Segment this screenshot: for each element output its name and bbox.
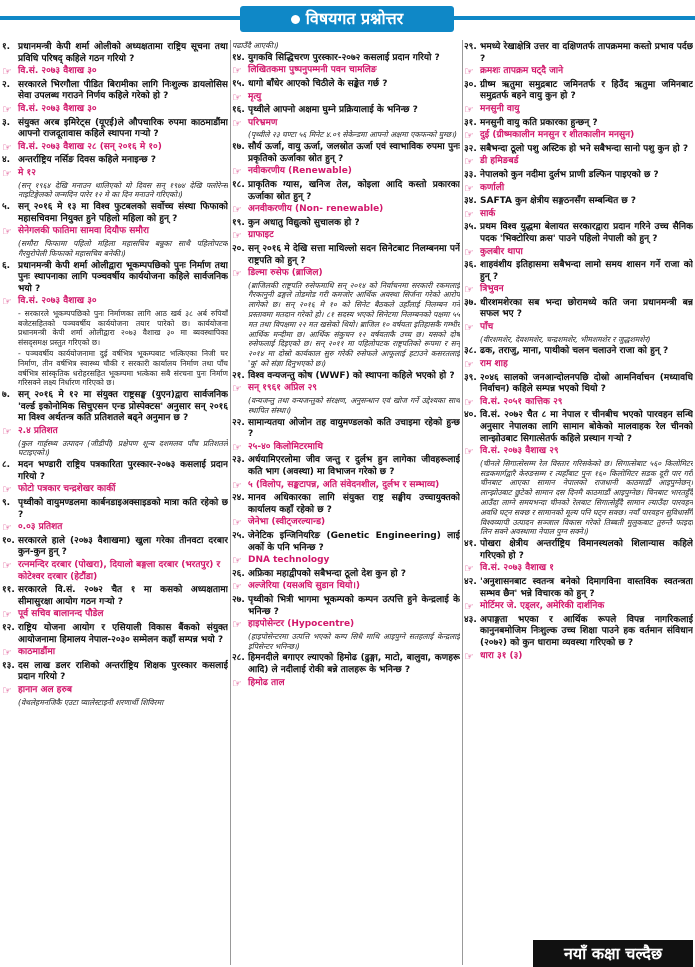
answer-arrow-icon: ☞ bbox=[464, 562, 474, 576]
question-text: मानव अधिकारका लागि संयुक्त राष्ट्र सङ्घीय उच्चायुक्तको कार्यालय कहाँ रहेको छ ? bbox=[248, 493, 460, 515]
answer-text: कर्णाली bbox=[480, 182, 505, 193]
answer-note: (वीरशमशेर, देवशमशेर, चन्द्रशमशेर, भीमशमशेर र जुद्धशमशेर) bbox=[480, 334, 651, 344]
answer-text: मृत्यु bbox=[248, 91, 262, 102]
question-item bbox=[2, 585, 228, 608]
answer-arrow-icon: ☞ bbox=[464, 283, 474, 297]
header-band bbox=[0, 0, 695, 38]
question-item bbox=[464, 298, 693, 321]
question-text: सन् २०१६ मे देखि सत्ता माथिल्लो सदन सिनेटबाट निलम्बनमा पर्ने राष्ट्रपति को हुन् ? bbox=[248, 243, 460, 266]
question-text: कुन अधातु विद्युत्को सुचालक हो ? bbox=[248, 217, 360, 228]
column-3 bbox=[464, 40, 693, 965]
section-title bbox=[240, 6, 454, 32]
column-2 bbox=[232, 40, 460, 965]
question-item bbox=[232, 455, 460, 478]
answer-arrow-icon: ☞ bbox=[232, 554, 242, 568]
question-number: ८. bbox=[2, 460, 11, 471]
answer-note: (पृथ्वीले २३ घण्टा ५६ मिनेट ४.०९ सेकेन्डमा आफ्नो अक्षमा एकफन्को घुम्छ।) bbox=[248, 130, 457, 140]
question-item bbox=[232, 53, 460, 65]
question-number: ४३. bbox=[464, 614, 477, 625]
question-number: २. bbox=[2, 79, 11, 90]
answer-arrow-icon: ☞ bbox=[2, 608, 12, 622]
answer-item bbox=[2, 685, 228, 697]
answer-item bbox=[232, 230, 460, 242]
question-number: ३०. bbox=[464, 79, 477, 90]
answer-item bbox=[464, 247, 693, 259]
question-text: पोखरा क्षेत्रीय अन्तर्राष्ट्रिय विमानस्थलको शिलान्यास कहिले गरिएको हो ? bbox=[480, 539, 693, 561]
answer-item bbox=[232, 204, 460, 216]
answer-item bbox=[2, 522, 228, 534]
answer-item bbox=[232, 678, 460, 690]
question-text: पृथ्वीको भित्री भागमा भूकम्पको कम्पन उत्पत्ति हुने केन्द्रलाई के भनिन्छ ? bbox=[248, 594, 460, 617]
question-item bbox=[2, 261, 228, 296]
answer-text: काठमाडौंमा bbox=[18, 647, 56, 658]
question-item bbox=[464, 373, 693, 396]
answer-item bbox=[464, 104, 693, 116]
answer-item bbox=[2, 647, 228, 659]
answer-item bbox=[2, 560, 228, 583]
section-title-text: विषयगत प्रश्नोत्तर bbox=[305, 9, 404, 28]
answer-text: मोर्टिमर जे. एड्लर, अमेरिकी दार्शनिक bbox=[480, 601, 605, 612]
question-text: अन्तर्राष्ट्रिय नर्सिङ दिवस कहिले मनाइन्छ ? bbox=[18, 155, 156, 166]
answer-arrow-icon: ☞ bbox=[464, 65, 474, 79]
question-number: २४. bbox=[232, 493, 245, 504]
answer-text: अल्जेरिया (यसअघि सुडान थियो।) bbox=[248, 581, 360, 592]
answer-item bbox=[464, 651, 693, 663]
question-item bbox=[2, 202, 228, 225]
answer-item bbox=[232, 65, 460, 77]
question-number: १९. bbox=[232, 217, 245, 228]
question-text: नेपालको कुन नदीमा दुर्लभ प्राणी डल्फिन पाइएको छ ? bbox=[480, 169, 659, 180]
question-item bbox=[464, 196, 693, 208]
question-number: ९. bbox=[2, 498, 11, 508]
question-text: सबैभन्दा ठूलो पशु अस्टिक हो भने सबैभन्दा सानो पशु कुन हो ? bbox=[480, 143, 689, 154]
question-item bbox=[464, 144, 693, 156]
answer-text: क्रमशः तापक्रम घट्दै जाने bbox=[480, 66, 564, 77]
answer-arrow-icon: ☞ bbox=[464, 600, 474, 614]
question-number: ३३. bbox=[464, 169, 477, 180]
question-item bbox=[232, 653, 460, 676]
answer-note: (सन् १९६४ देखि मनाउन थालिएको यो दिवस सन् १९७४ देखि फ्लोरेन्स नाइटिङ्गेलको जन्मदिन पारेर १२ मे का दिन मनाउने गरिएको।) bbox=[18, 180, 228, 200]
question-item bbox=[2, 498, 228, 521]
answer-note: (समौरा फिफामा पहिलो महिला महासचिव बन्नुका साथै पहिलोपटक गैरयुरोपेली फिफाको महासचिव बनेकी।) bbox=[18, 238, 228, 258]
answer-arrow-icon: ☞ bbox=[464, 321, 474, 335]
question-number: ४. bbox=[2, 155, 11, 166]
answer-text: वि.सं. २०५१ कात्तिक २९ bbox=[480, 396, 563, 407]
answer-text: वि.सं. २०७३ वैशाख ३० bbox=[18, 296, 97, 307]
question-item bbox=[232, 595, 460, 618]
answer-arrow-icon: ☞ bbox=[464, 245, 474, 259]
answer-item bbox=[464, 397, 693, 409]
question-item bbox=[2, 155, 228, 167]
question-text: २०४६ सालको जनआन्दोलनपछि दोस्रो आमनिर्वाचन (मध्यावधि निर्वाचन) कहिले सम्पन्न भएको थियो ? bbox=[480, 372, 693, 395]
question-item bbox=[232, 244, 460, 267]
question-text: सरकारले हाले (२०७३ वैशाखमा) खुला गरेका तीनवटा दरबार कुन-कुन हुन् ? bbox=[18, 535, 228, 558]
question-item bbox=[2, 80, 228, 103]
column-divider bbox=[230, 40, 231, 965]
question-text: पृथ्वीको वायुमण्डलमा कार्बनडाइअक्साइडको मात्रा कति रहेको छ ? bbox=[18, 498, 228, 520]
question-number: ३१. bbox=[464, 117, 477, 128]
question-text: प्राकृतिक ग्यास, खनिज तेल, कोइला आदि कस्तो प्रकारका ऊर्जाका स्रोत हुन् ? bbox=[248, 179, 460, 202]
question-number: २७. bbox=[232, 594, 245, 605]
question-item bbox=[2, 390, 228, 425]
question-number: १४. bbox=[232, 52, 245, 63]
question-number: १३. bbox=[2, 660, 15, 671]
question-text: SAFTA कुन क्षेत्रीय सङ्गठनसँग सम्बन्धित छ ? bbox=[480, 196, 637, 207]
answer-text: सार्क bbox=[480, 208, 496, 219]
answer-text: डिल्मा रुसेफ (ब्राजिल) bbox=[248, 268, 323, 279]
answer-item bbox=[2, 426, 228, 438]
answer-arrow-icon: ☞ bbox=[232, 229, 242, 243]
answer-arrow-icon: ☞ bbox=[232, 382, 242, 396]
answer-arrow-icon: ☞ bbox=[232, 478, 242, 492]
answer-arrow-icon: ☞ bbox=[232, 165, 242, 179]
question-number: २०. bbox=[232, 243, 245, 254]
answer-text: हानान अल हरुब bbox=[18, 684, 72, 695]
answer-arrow-icon: ☞ bbox=[2, 140, 12, 154]
question-text: विश्व वन्यजन्तु कोष (WWF) को स्थापना कहिले भएको हो ? bbox=[248, 370, 455, 381]
question-item bbox=[232, 371, 460, 383]
answer-text: ग्राफाइट bbox=[248, 230, 274, 241]
answer-item bbox=[464, 359, 693, 371]
answer-text: वि.सं. २०७३ वैशाख ३० bbox=[18, 103, 97, 114]
question-item bbox=[464, 170, 693, 182]
answer-text: परिभ्रमण bbox=[248, 117, 278, 128]
answer-text: लिखितकमा पुष्पनुपम्मनी पवन चामलिङ bbox=[248, 65, 377, 76]
answer-arrow-icon: ☞ bbox=[2, 683, 12, 697]
question-text: हिमनदीले बगाएर ल्याएको हिमोढ (ढुङ्गा, माटो, बालुवा, कणहरू आदि) ले नदीलाई रोकी बन्ने तालहरू के भनिन्छ ? bbox=[248, 653, 460, 675]
answer-note: (ब्राजिलकी राष्ट्रपति रुसेफमाथि सन् २०१४ को निर्वाचनमा सरकारी रकमलाई गैरकानुनी ढङ्गले तोडमोड गरी कमजोर आर्थिक अवस्था सिर्जना गरेको आरोप लागेको छ। सन् २०१६ मे १० को सिनेट बैठकले उहाँलाई निलम्बन गर्ने प्रस्तावमा मतदान गरेको हो। ८१ सदस्य भएको सिनेटमा निलम्बनको पक्षमा ५५ मत तथा विपक्षमा २२ मत खसेको थियो। ब्राजिल १० वर्षयता इतिहासकै गम्भीर आर्थिक मन्दीमा छ। आर्थिक संकुचन १२ वर्षयताकै उच्च छ। यसको दोष रुसेफलाई दिइएको छ। सन् २०११ मा पहिलोपटक राष्ट्रपतिको रूपमा र सन् २०१४ मा दोस्रो कार्यकाल सुरु गरेकी रुसेफले आफूलाई हटाउने कसरतलाई 'कू' को संज्ञा दिनुभएको छ।) bbox=[248, 280, 460, 369]
question-text: सन् २०१६ मे १३ मा विश्व फुटबलको सर्वोच्च संस्था फिफाको महासचिवमा नियुक्त हुने पहिलो महिला को हुन् ? bbox=[18, 202, 228, 224]
question-text: धीरशमशेरका सब भन्दा छोराम‌ध्ये कति जना प्रधानमन्त्री बन्न सफल भए ? bbox=[480, 297, 693, 320]
column-1 bbox=[2, 40, 228, 965]
question-number: ३८. bbox=[464, 346, 477, 357]
answer-text: सेनेगलकी फातिमा सामवा दियौफ समौरा bbox=[18, 226, 150, 237]
answer-text: पूर्व सचिव बालानन्द पौडेल bbox=[18, 609, 104, 620]
answer-item bbox=[2, 609, 228, 621]
answer-text: धारा ३१ (३) bbox=[480, 650, 523, 661]
answer-arrow-icon: ☞ bbox=[2, 65, 12, 79]
answer-item bbox=[2, 104, 228, 116]
answer-arrow-icon: ☞ bbox=[464, 155, 474, 169]
answer-arrow-icon: ☞ bbox=[2, 483, 12, 497]
answer-text: ५ (विलोप, सङ्कटापन्न, अति संवेदनशील, दुर्लभ र सम्भाव्य) bbox=[248, 479, 440, 490]
question-text: अपाङ्गता भएका र आर्थिक रूपले विपन्न नागरिकलाई कानुनबमोजिम निःशुल्क उच्च शिक्षा पाउने हक वर्तमान संविधान (२०७२) को कुन धारामा व्यवस्था गरिएको छ ? bbox=[480, 614, 693, 648]
question-number: ३६. bbox=[464, 260, 477, 271]
question-text: युगकवि सिद्धिचरण पुरस्कार-२०७२ कसलाई प्रदान गरियो ? bbox=[248, 52, 440, 63]
answer-item bbox=[232, 268, 460, 280]
answer-arrow-icon: ☞ bbox=[232, 676, 242, 690]
answer-arrow-icon: ☞ bbox=[464, 129, 474, 143]
answer-arrow-icon: ☞ bbox=[232, 116, 242, 130]
question-text: राष्ट्रिय योजना आयोग र एसियाली विकास बैंकको संयुक्त आयोजनामा हिमालय नेपाल-२०३० सम्मेलन कहाँ सम्पन्न भयो ? bbox=[18, 622, 228, 645]
answer-text: मे १२ bbox=[18, 167, 36, 178]
question-number: १२. bbox=[2, 622, 15, 633]
answer-item bbox=[464, 446, 693, 458]
question-text: शाहवंशीय इतिहासमा सबैभन्दा लामो समय शासन गर्ने राजा को हुन् ? bbox=[480, 260, 693, 282]
answer-text: DNA technology bbox=[248, 555, 330, 566]
answer-item bbox=[2, 226, 228, 238]
answer-arrow-icon: ☞ bbox=[2, 521, 12, 535]
question-item bbox=[232, 105, 460, 117]
question-item bbox=[232, 418, 460, 441]
answer-arrow-icon: ☞ bbox=[2, 166, 12, 180]
question-text: ढक, तराजु, माना, पाथीको चलन चलाउने राजा को हुन् ? bbox=[480, 346, 669, 357]
question-text: पृथ्वीले आफ्नो अक्षमा घुम्ने प्रक्रियालाई के भनिन्छ ? bbox=[248, 105, 418, 116]
question-item bbox=[464, 410, 693, 445]
answer-arrow-icon: ☞ bbox=[464, 395, 474, 409]
answer-arrow-icon: ☞ bbox=[464, 649, 474, 663]
question-item bbox=[464, 260, 693, 283]
question-number: २३. bbox=[232, 455, 245, 466]
answer-arrow-icon: ☞ bbox=[464, 207, 474, 221]
question-number: १८. bbox=[232, 179, 245, 190]
answer-text: राम शाह bbox=[480, 359, 508, 370]
answer-text: वि.सं. २०७३ वैशाख २८ (सन् २०१६ मे १०) bbox=[18, 141, 162, 152]
answer-arrow-icon: ☞ bbox=[464, 445, 474, 459]
answer-item bbox=[2, 296, 228, 308]
question-item bbox=[2, 42, 228, 65]
question-item bbox=[464, 539, 693, 562]
question-number: २८. bbox=[232, 653, 245, 664]
question-item bbox=[232, 531, 460, 554]
answer-note: (चीनले सिगात्सेसम्म रेल विस्तार गरिसकेको छ। सिगात्सेबाट ५६० किलोमिटर सडकमार्गद्वारै केरुङसम्म र त्यहाँबाट पुनः १६० किलोमिटर सडक दूरी पार गरी चीनबाट आएका सामान नेपालको राजधानी काठमाडौं आइपुग्नेछन्। लान्झोउबाट छुटेको सामान दस दिनमै काठमाडौं आइपुग्नेछ। चिनबाट भारतहुँदै आउँदा लाग्ने समयभन्दा चीनको रेलबाट सिगात्सेहुँदै सामान ल्याउँदा पारवहन अवधि घट्न सक्छ र सामानको मूल्य पनि घट्न सक्छ। नयाँ पारवहन सुविधासँगै विश्वव्यापी उत्पादन सञ्जाल विकास गरेको तिब्बती मुलुकबाट तुरुन्तै फाइदा लिन सक्ने अवस्थामा नेपाल पुग्न सक्ने।) bbox=[480, 458, 693, 537]
question-item bbox=[2, 661, 228, 684]
question-number: ३५. bbox=[464, 222, 477, 233]
question-text: सरकारले वि.सं. २०७२ चैत १ मा कसको अध्यक्षतामा सीमासुरक्षा आयोग गठन गऱ्यो ? bbox=[18, 585, 228, 607]
answer-bullet: - पञ्चवर्षीय कार्ययोजनामा दुई वर्षभित्र भूकम्पबाट भत्किएका निजी घर निर्माण, तीन वर्षभित्र स्वास्थ्य चौकी र सरकारी कार्यालय निर्माण तथा पाँच वर्षभित्र सांस्कृतिक धरोहरसहित भूकम्पमा भत्केका सबै संरचना पुनः निर्माण गरिसक्ने लक्ष्य निर्धारण गरिएको छ। bbox=[18, 349, 228, 388]
question-number: ६. bbox=[2, 260, 11, 271]
answer-arrow-icon: ☞ bbox=[2, 225, 12, 239]
question-item bbox=[232, 142, 460, 165]
answer-item bbox=[232, 442, 460, 454]
question-number: २६. bbox=[232, 568, 245, 579]
question-number: २९. bbox=[464, 42, 477, 52]
answer-item bbox=[232, 92, 460, 104]
question-item bbox=[232, 79, 460, 91]
answer-item bbox=[232, 166, 460, 178]
answer-item bbox=[232, 480, 460, 492]
question-number: ३२. bbox=[464, 143, 477, 154]
answer-text: नवीकरणीय (Renewable) bbox=[248, 166, 352, 177]
question-text: प्रथम विश्व युद्धमा बेलायत सरकारद्वारा प्रदान गरिने उच्च सैनिक पदक 'भिक्टोरिया क्रस' पाउने पहिलो नेपाली को हुन् ? bbox=[480, 222, 693, 244]
answer-item bbox=[464, 209, 693, 221]
question-item bbox=[464, 346, 693, 358]
question-number: ३४. bbox=[464, 196, 477, 207]
question-number: ४१. bbox=[464, 539, 477, 550]
question-text: भमध्ये रेखाक्षेत्रि उत्तर वा दक्षिणतर्फ तापक्रममा कस्तो प्रभाव पर्दछ ? bbox=[480, 42, 693, 64]
question-item bbox=[464, 42, 693, 65]
question-text: ग्रीष्म ऋतुमा समुद्रबाट जमिनतर्फ र हिउँद ऋतुमा जमिनबाट समुद्रतर्फ बहने वायु कुन हो ? bbox=[480, 79, 693, 102]
question-item bbox=[232, 218, 460, 230]
question-text: प्रधानमन्त्री केपी शर्मा ओलीको अध्यक्षतामा राष्ट्रिय सूचना तथा प्रविधि परिषद् कहिले गठन गरियो ? bbox=[18, 42, 228, 64]
question-number: ५. bbox=[2, 202, 11, 213]
answer-note: पढाउँदै आएकी।) bbox=[232, 41, 279, 50]
question-text: मदन भण्डारी राष्ट्रिय पत्रकारिता पुरस्कार-२०७३ कसलाई प्रदान गरियो ? bbox=[18, 460, 228, 482]
answer-item bbox=[464, 601, 693, 613]
answer-note: (कुल गार्हस्थ्य उत्पादन (जीडीपी) प्रक्षेपण शून्य दशमलव पाँच प्रतिशतले घटाइएको।) bbox=[18, 438, 228, 458]
answer-text: कुलबीर थापा bbox=[480, 246, 523, 257]
answer-item bbox=[232, 619, 460, 631]
question-text: वि.सं. २०७२ चैत ८ मा नेपाल र चीनबीच भएको पारवहन सन्धि अनुसार नेपालका लागि सामान बोकेको मालवाहक रेल चीनको लान्झोउबाट सिगात्सेतर्फ कहिले प्रस्थान गऱ्यो ? bbox=[480, 410, 693, 444]
question-item bbox=[464, 80, 693, 103]
question-text: सरकारले भिरगौला पीडित बिरामीका लागि निःशुल्क डायलोसिस सेवा उपलब्ध गराउने निर्णय कहिले गरेको हो ? bbox=[18, 79, 228, 102]
answer-arrow-icon: ☞ bbox=[232, 90, 242, 104]
answer-text: पाँच bbox=[480, 322, 494, 333]
answer-item bbox=[232, 517, 460, 529]
question-number: ३. bbox=[2, 117, 11, 128]
answer-text: हिमोढ ताल bbox=[248, 677, 285, 688]
answer-item bbox=[464, 156, 693, 168]
question-text: सौर्य ऊर्जा, वायु ऊर्जा, जलस्रोत ऊर्जा एवं स्वाभाविक रुपमा पुनः प्रकृतिको ऊर्जाका स्रोत हुन् ? bbox=[248, 142, 460, 164]
question-item bbox=[2, 536, 228, 559]
question-text: मनसुनी वायु कति प्रकारका हुन्छन् ? bbox=[480, 117, 598, 128]
question-text: प्रधानमन्त्री केपी शर्मा ओलीद्वारा भूकम्पपछिको पुनः निर्माण तथा पुनः स्थापनाका लागि पञ्चवर्षीय कार्ययोजना कहिले सार्वजनिक भयो ? bbox=[18, 260, 228, 294]
question-text: अफ्रिका महाद्वीपको सबैभन्दा ठूलो देश कुन हो ? bbox=[248, 568, 406, 579]
question-number: ३९. bbox=[464, 372, 477, 383]
question-text: अर्धयामिएरलोमा जीव जन्तु र दुर्लभ हुन लागेका जीवहरूलाई कति भाग (अवस्था) मा विभाजन गरेको छ ? bbox=[248, 455, 460, 478]
answer-item bbox=[232, 118, 460, 130]
question-text: संयुक्त अरब इमिरेट्स (यूएई)ले औपचारिक रुपमा काठमाडौंमा आफ्नो राजदूतावास कहिले स्थापना गऱ्यो ? bbox=[18, 117, 228, 140]
answer-arrow-icon: ☞ bbox=[2, 295, 12, 309]
question-item bbox=[2, 118, 228, 141]
answer-text: सन् १९६१ अप्रिल २९ bbox=[248, 383, 317, 394]
answer-arrow-icon: ☞ bbox=[464, 102, 474, 116]
question-item bbox=[2, 623, 228, 646]
answer-arrow-icon: ☞ bbox=[232, 580, 242, 594]
answer-item bbox=[2, 484, 228, 496]
bullet-dot-icon bbox=[291, 15, 300, 24]
answer-bullet: - सरकारले भूकम्पपछिको पुनः निर्माणका लागि आठ खर्ब ३८ अर्ब रुपियाँ बजेटसहितको पञ्चवर्षीय कार्ययोजना तयार पारेको छ। कार्ययोजना प्रधानमन्त्री केपी शर्मा ओलीद्वारा २०७३ वैशाख ३० मा ब्यवस्थापिका संसद्समक्ष प्रस्तुत गरिएको छ। bbox=[18, 308, 228, 348]
question-text: दस लाख डलर राशिको अन्तर्राष्ट्रिय शिक्षक पुरस्कार कसलाई प्रदान गरियो ? bbox=[18, 660, 228, 683]
answer-arrow-icon: ☞ bbox=[232, 440, 242, 454]
question-number: ३७. bbox=[464, 297, 477, 308]
answer-item bbox=[464, 66, 693, 78]
answer-arrow-icon: ☞ bbox=[232, 203, 242, 217]
question-number: २५. bbox=[232, 530, 245, 541]
question-item bbox=[2, 460, 228, 483]
question-item bbox=[232, 180, 460, 203]
question-number: १७. bbox=[232, 142, 245, 153]
answer-note: (वन्यजन्तु तथा वन्यजन्तुको संरक्षण, अनुसन्धान एवं खोज गर्ने उद्देश्यका साथ स्थापित संस्था।) bbox=[248, 396, 460, 415]
answer-arrow-icon: ☞ bbox=[232, 516, 242, 530]
answer-text: हाइपोसेन्टर (Hypocentre) bbox=[248, 619, 355, 630]
question-number: १६. bbox=[232, 105, 245, 116]
question-text: 'अनुशासनबाट स्वतन्त्र बनेको दिमागविना वास्तविक स्वतन्त्रता सम्भव छैन' भन्ने विचारक को हुन् ? bbox=[480, 576, 693, 599]
answer-item bbox=[464, 322, 693, 334]
answer-text: वि.सं. २०७३ वैशाख १ bbox=[480, 563, 554, 574]
question-text: धागो बाँधेर आएको चिठीले के सङ्केत गर्छ ? bbox=[248, 78, 388, 89]
answer-text: जेनेभा (स्वीट्जरल्यान्ड) bbox=[248, 517, 326, 528]
question-number: १५. bbox=[232, 78, 245, 89]
answer-text: अनवीकरणीय (Non- renewable) bbox=[248, 204, 384, 215]
question-number: १०. bbox=[2, 535, 15, 546]
answer-item bbox=[464, 284, 693, 296]
answer-note: (हाइपोसेन्टरमा उत्पत्ति भएको कम्प सिधै माथि आइपुग्ने सतहलाई केन्द्रलाई इपिसेन्टर भनिन्छ।) bbox=[248, 631, 460, 651]
question-number: ११. bbox=[2, 585, 15, 596]
answer-text: ०.०३ प्रतिशत bbox=[18, 522, 63, 533]
question-number: २१. bbox=[232, 370, 245, 381]
answer-text: २.४ प्रतिशत bbox=[18, 426, 58, 437]
column-divider bbox=[462, 40, 463, 965]
answer-item bbox=[2, 142, 228, 154]
answer-item bbox=[232, 555, 460, 567]
answer-item bbox=[464, 130, 693, 142]
question-item bbox=[464, 118, 693, 130]
answer-arrow-icon: ☞ bbox=[2, 425, 12, 439]
promo-banner: नयाँ कक्षा चल्दैछ bbox=[533, 940, 693, 967]
question-number: १. bbox=[2, 42, 11, 52]
answer-arrow-icon: ☞ bbox=[232, 267, 242, 281]
answer-arrow-icon: ☞ bbox=[232, 618, 242, 632]
answer-item bbox=[232, 383, 460, 395]
answer-arrow-icon: ☞ bbox=[2, 558, 12, 572]
answer-item bbox=[232, 581, 460, 593]
answer-text: २५-४० किलोमिटरमाथि bbox=[248, 441, 323, 452]
answer-text: मनसुनी वायु bbox=[480, 103, 520, 114]
answer-text: रत्नमन्दिर दरबार (पोखरा), दियालो बङ्गला दरबार (भरतपुर) र कोटेश्वर दरबार (हेटौंडा) bbox=[18, 559, 221, 582]
question-number: २२. bbox=[232, 417, 245, 428]
question-item bbox=[232, 569, 460, 581]
question-number: ४२. bbox=[464, 576, 477, 587]
answer-arrow-icon: ☞ bbox=[464, 181, 474, 195]
question-item bbox=[232, 493, 460, 516]
answer-arrow-icon: ☞ bbox=[2, 646, 12, 660]
answer-item bbox=[464, 563, 693, 575]
question-text: सामान्यतया ओजोन तह वायुमण्डलको कति उचाइमा रहेको हुन्छ ? bbox=[248, 417, 460, 440]
answer-item bbox=[2, 66, 228, 78]
answer-text: दुई (ग्रीष्मकालीन मनसुन र शीतकालीन मनसुन) bbox=[480, 130, 635, 141]
question-text: जेनेटिक इन्जिनियरिङ (Genetic Engineering) लाई अर्को के पनि भनिन्छ ? bbox=[248, 530, 460, 553]
answer-arrow-icon: ☞ bbox=[2, 102, 12, 116]
answer-text: वि.सं. २०७३ वैशाख ३० bbox=[18, 66, 97, 77]
answer-text: वि.सं. २०७३ वैशाख २९ bbox=[480, 446, 559, 457]
answer-text: फोटो पत्रकार चन्द्रशेखर कार्की bbox=[18, 484, 116, 495]
question-item bbox=[464, 615, 693, 650]
answer-arrow-icon: ☞ bbox=[232, 64, 242, 78]
answer-arrow-icon: ☞ bbox=[464, 358, 474, 372]
question-text: सन् २०१६ मे १२ मा संयुक्त राष्ट्रसङ्घ (युएन)द्वारा सार्वजनिक 'वर्ल्ड इकोनोमिक सिचुएसन एन्ड प्रोस्पेक्टस' अनुसार सन् २०१६ मा विश्व अर्थतन्त्र कति प्रतिशतले बढ्ने अनुमान छ ? bbox=[18, 390, 228, 424]
answer-note: (वेथलेहमनजिकै एउटा प्यालेस्टाइनी शरणार्थी शिविरमा bbox=[18, 697, 164, 707]
answer-text: डी हमिङबर्ड bbox=[480, 156, 519, 167]
question-item bbox=[464, 577, 693, 600]
answer-item bbox=[2, 168, 228, 180]
question-item bbox=[464, 222, 693, 245]
answer-text: त्रिभुवन bbox=[480, 284, 504, 295]
answer-item bbox=[464, 183, 693, 195]
question-number: ७. bbox=[2, 390, 11, 401]
question-number: ४०. bbox=[464, 410, 477, 421]
